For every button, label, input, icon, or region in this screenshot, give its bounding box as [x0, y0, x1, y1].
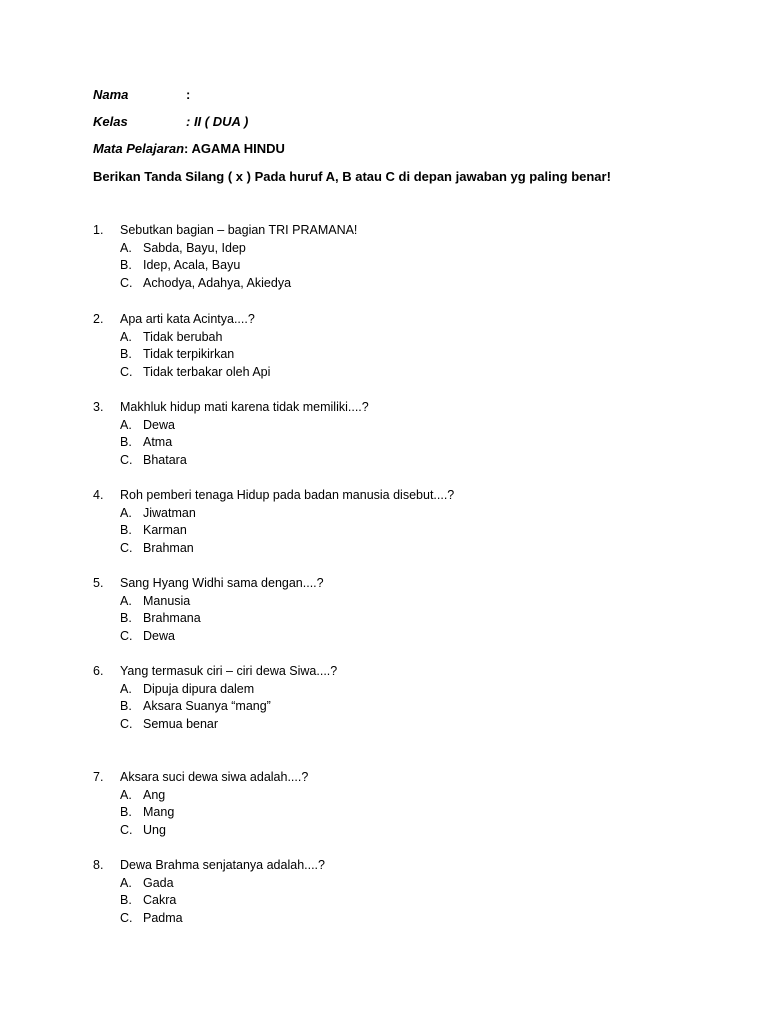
option-letter: C. [120, 628, 133, 643]
question-text: Makhluk hidup mati karena tidak memiliki....? [120, 400, 369, 414]
option-letter: B. [120, 523, 132, 538]
option-text: Aksara Suanya “mang” [143, 699, 271, 714]
option-letter: B. [120, 258, 132, 273]
option-a[interactable] [93, 417, 693, 435]
option-b[interactable] [93, 610, 693, 628]
option-text: Mang [143, 805, 175, 820]
question-7 [93, 769, 693, 839]
option-letter: A. [120, 417, 132, 432]
option-c[interactable] [93, 716, 693, 734]
question-4 [93, 487, 693, 557]
question-text: Dewa Brahma senjatanya adalah....? [120, 858, 325, 872]
option-letter: A. [120, 787, 132, 802]
option-text: Atma [143, 435, 173, 450]
question-3 [93, 399, 693, 469]
question-text: Yang termasuk ciri – ciri dewa Siwa....? [120, 664, 338, 678]
option-letter: B. [120, 699, 132, 714]
question-text: Aksara suci dewa siwa adalah....? [120, 770, 309, 784]
question-5 [93, 575, 693, 645]
option-text: Achodya, Adahya, Akiedya [143, 275, 292, 290]
option-text: Tidak terbakar oleh Api [143, 364, 271, 379]
question-number: 4. [93, 488, 104, 502]
question-number: 5. [93, 576, 104, 590]
option-b[interactable] [93, 346, 693, 364]
option-b[interactable] [93, 257, 693, 275]
question-text: Roh pemberi tenaga Hidup pada badan manusia disebut....? [120, 488, 455, 502]
instruction-text: Berikan Tanda Silang ( x ) Pada huruf A, B atau C di depan jawaban yg paling benar! [93, 169, 611, 184]
option-b[interactable] [93, 434, 693, 452]
option-c[interactable] [93, 822, 693, 840]
option-text: Dewa [143, 417, 175, 432]
option-letter: C. [120, 540, 133, 555]
question-number: 1. [93, 223, 104, 237]
kelas-label: Kelas [93, 114, 128, 129]
option-letter: B. [120, 347, 132, 362]
option-b[interactable] [93, 522, 693, 540]
question-text: Sang Hyang Widhi sama dengan....? [120, 576, 324, 590]
question-8 [93, 857, 693, 927]
option-a[interactable] [93, 505, 693, 523]
question-number: 3. [93, 400, 104, 414]
option-letter: C. [120, 452, 133, 467]
option-b[interactable] [93, 892, 693, 910]
option-letter: C. [120, 275, 133, 290]
option-text: Gada [143, 875, 174, 890]
option-text: Dewa [143, 628, 175, 643]
nama-row [93, 87, 190, 102]
mapel-row [93, 141, 285, 156]
option-letter: A. [120, 240, 132, 255]
option-text: Sabda, Bayu, Idep [143, 240, 246, 255]
question-2 [93, 311, 693, 381]
mapel-label: Mata Pelajaran [93, 141, 185, 156]
option-text: Tidak terpikirkan [143, 347, 235, 362]
option-letter: B. [120, 893, 132, 908]
question-number: 7. [93, 770, 104, 784]
option-text: Bhatara [143, 452, 187, 467]
mapel-value: : AGAMA HINDU [184, 141, 285, 156]
question-text: Apa arti kata Acintya....? [120, 312, 255, 326]
option-letter: C. [120, 364, 133, 379]
option-letter: C. [120, 716, 133, 731]
kelas-row [93, 114, 248, 129]
option-c[interactable] [93, 540, 693, 558]
option-text: Manusia [143, 593, 191, 608]
question-1 [93, 222, 693, 292]
option-a[interactable] [93, 240, 693, 258]
option-letter: A. [120, 681, 132, 696]
kelas-value: : II ( DUA ) [186, 114, 249, 129]
option-letter: A. [120, 505, 132, 520]
option-c[interactable] [93, 910, 693, 928]
question-number: 2. [93, 312, 104, 326]
option-a[interactable] [93, 329, 693, 347]
option-text: Jiwatman [143, 505, 196, 520]
option-text: Ang [143, 787, 166, 802]
option-text: Dipuja dipura dalem [143, 681, 255, 696]
option-a[interactable] [93, 787, 693, 805]
option-c[interactable] [93, 364, 693, 382]
option-text: Semua benar [143, 716, 219, 731]
option-letter: C. [120, 822, 133, 837]
question-number: 8. [93, 858, 104, 872]
option-a[interactable] [93, 593, 693, 611]
option-letter: A. [120, 593, 132, 608]
option-text: Tidak berubah [143, 329, 223, 344]
option-b[interactable] [93, 698, 693, 716]
question-text: Sebutkan bagian – bagian TRI PRAMANA! [120, 223, 358, 237]
question-6 [93, 663, 693, 733]
option-text: Brahman [143, 540, 194, 555]
nama-value: : [186, 87, 191, 102]
option-letter: B. [120, 435, 132, 450]
option-text: Padma [143, 910, 183, 925]
option-letter: A. [120, 329, 132, 344]
option-text: Brahmana [143, 611, 201, 626]
option-a[interactable] [93, 681, 693, 699]
option-letter: B. [120, 805, 132, 820]
nama-label: Nama [93, 87, 129, 102]
option-a[interactable] [93, 875, 693, 893]
option-c[interactable] [93, 452, 693, 470]
question-number: 6. [93, 664, 104, 678]
option-text: Cakra [143, 893, 177, 908]
option-c[interactable] [93, 275, 693, 293]
option-b[interactable] [93, 804, 693, 822]
option-letter: A. [120, 875, 132, 890]
option-text: Idep, Acala, Bayu [143, 258, 241, 273]
option-text: Ung [143, 822, 166, 837]
option-c[interactable] [93, 628, 693, 646]
option-letter: C. [120, 910, 133, 925]
option-letter: B. [120, 611, 132, 626]
option-text: Karman [143, 523, 187, 538]
